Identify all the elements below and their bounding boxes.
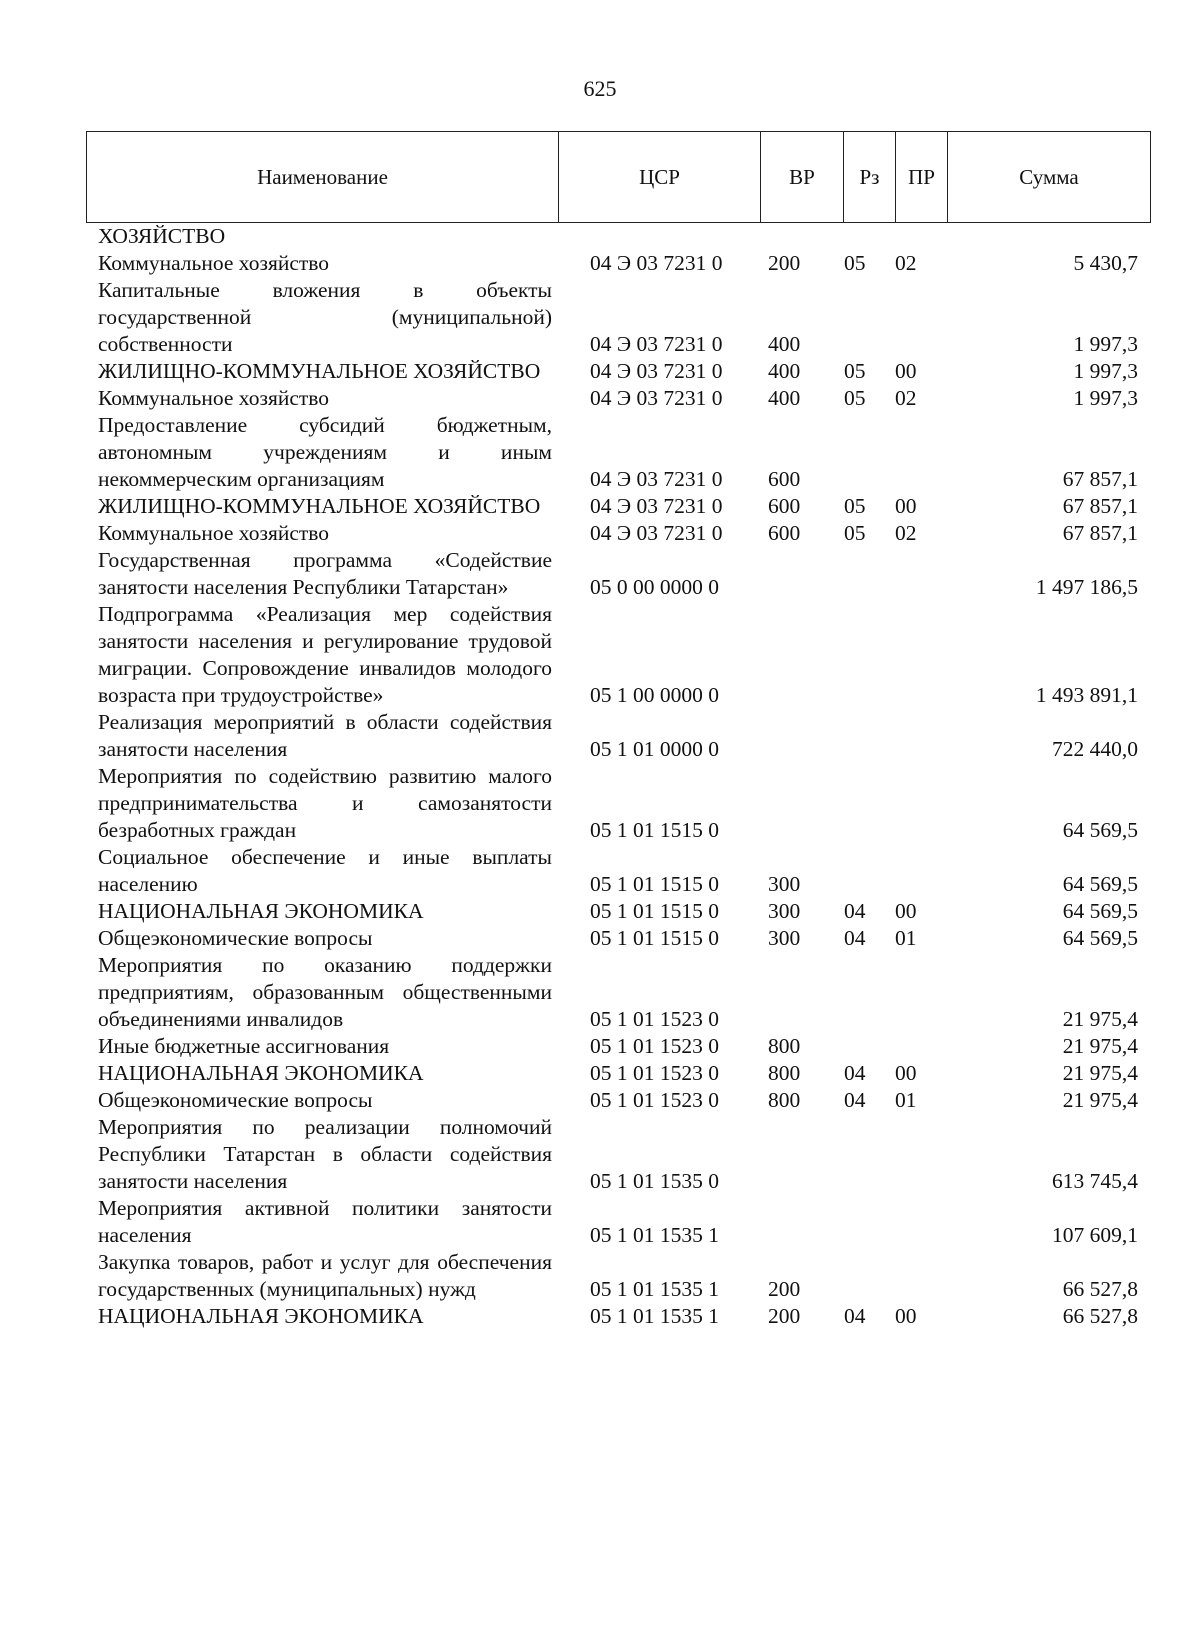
cell-name: НАЦИОНАЛЬНАЯ ЭКОНОМИКА [98, 1061, 424, 1085]
cell-name: Иные бюджетные ассигнования [98, 1034, 390, 1058]
cell-sum: 5 430,7 [1073, 251, 1138, 275]
cell-csr: 05 1 01 0000 0 [590, 737, 719, 761]
cell-csr: 05 1 01 1535 1 [590, 1304, 719, 1328]
cell-rz: 04 [844, 926, 866, 950]
table-row [98, 1195, 1138, 1249]
cell-vr: 300 [768, 926, 801, 950]
cell-rz: 04 [844, 1061, 866, 1085]
cell-sum: 67 857,1 [1062, 494, 1138, 518]
table-row [98, 412, 1138, 493]
cell-rz: 05 [844, 359, 866, 383]
cell-name: ЖИЛИЩНО-КОММУНАЛЬНОЕ ХОЗЯЙСТВО [98, 359, 541, 383]
table-row [98, 952, 1138, 1033]
cell-name: Реализация мероприятий в области содействия занятости населения [98, 710, 552, 761]
cell-csr: 05 0 00 0000 0 [590, 575, 719, 599]
cell-name: Общеэкономические вопросы [98, 926, 373, 950]
table-row [98, 898, 1138, 925]
cell-csr: 05 1 01 1535 1 [590, 1277, 719, 1301]
table-row [98, 1087, 1138, 1114]
cell-rz: 04 [844, 1088, 866, 1112]
cell-vr: 200 [768, 1277, 801, 1301]
cell-csr: 05 1 01 1523 0 [590, 1088, 719, 1112]
cell-sum: 21 975,4 [1062, 1061, 1138, 1085]
cell-csr: 04 Э 03 7231 0 [590, 386, 723, 410]
cell-csr: 05 1 01 1515 0 [590, 818, 719, 842]
cell-name: Мероприятия по оказанию поддержки предприятиям, образованным общественными объединениями инвалидов [98, 953, 552, 1031]
table-body [98, 223, 1138, 1330]
cell-sum: 66 527,8 [1062, 1277, 1138, 1301]
cell-name: Коммунальное хозяйство [98, 251, 330, 275]
cell-sum: 21 975,4 [1062, 1034, 1138, 1058]
cell-csr: 04 Э 03 7231 0 [590, 467, 723, 491]
cell-csr: 05 1 01 1523 0 [590, 1061, 719, 1085]
table-row [98, 493, 1138, 520]
cell-sum: 64 569,5 [1062, 899, 1138, 923]
cell-vr: 300 [768, 872, 801, 896]
table-row [98, 1114, 1138, 1195]
cell-csr: 04 Э 03 7231 0 [590, 332, 723, 356]
cell-csr: 05 1 01 1523 0 [590, 1034, 719, 1058]
cell-pr: 02 [895, 521, 917, 545]
cell-csr: 04 Э 03 7231 0 [590, 251, 723, 275]
cell-name: НАЦИОНАЛЬНАЯ ЭКОНОМИКА [98, 899, 424, 923]
table-row [98, 1249, 1138, 1303]
cell-csr: 05 1 01 1515 0 [590, 926, 719, 950]
cell-sum: 64 569,5 [1062, 818, 1138, 842]
cell-name: Государственная программа «Содействие занятости населения Республики Татарстан» [98, 548, 552, 599]
column-header-name: Наименование [87, 132, 559, 223]
cell-csr: 05 1 01 1515 0 [590, 899, 719, 923]
cell-vr: 800 [768, 1088, 801, 1112]
cell-sum: 722 440,0 [1052, 737, 1138, 761]
column-header-rz: Рз [844, 132, 896, 223]
cell-vr: 200 [768, 1304, 801, 1328]
table-row [98, 601, 1138, 709]
cell-name: Мероприятия активной политики занятости населения [98, 1196, 552, 1247]
cell-name: ХОЗЯЙСТВО [98, 224, 226, 248]
cell-pr: 02 [895, 386, 917, 410]
cell-sum: 1 497 186,5 [1035, 575, 1138, 599]
cell-name: Коммунальное хозяйство [98, 386, 330, 410]
cell-sum: 64 569,5 [1062, 926, 1138, 950]
cell-vr: 300 [768, 899, 801, 923]
cell-rz: 05 [844, 386, 866, 410]
cell-vr: 400 [768, 359, 801, 383]
cell-pr: 00 [895, 1304, 917, 1328]
table-row [98, 250, 1138, 277]
cell-csr: 05 1 01 1523 0 [590, 1007, 719, 1031]
cell-sum: 1 997,3 [1073, 332, 1138, 356]
cell-pr: 00 [895, 494, 917, 518]
cell-pr: 02 [895, 251, 917, 275]
cell-name: Социальное обеспечение и иные выплаты населению [98, 845, 552, 896]
cell-sum: 21 975,4 [1062, 1007, 1138, 1031]
cell-name: Общеэкономические вопросы [98, 1088, 373, 1112]
cell-vr: 400 [768, 386, 801, 410]
cell-name: Предоставление субсидий бюджетным, автономным учреждениям и иным некоммерческим организациям [98, 413, 552, 491]
cell-vr: 600 [768, 521, 801, 545]
cell-name: ЖИЛИЩНО-КОММУНАЛЬНОЕ ХОЗЯЙСТВО [98, 494, 541, 518]
cell-vr: 800 [768, 1034, 801, 1058]
table-row [98, 547, 1138, 601]
table-row [98, 1060, 1138, 1087]
cell-pr: 01 [895, 926, 917, 950]
cell-vr: 600 [768, 467, 801, 491]
cell-vr: 600 [768, 494, 801, 518]
cell-sum: 64 569,5 [1062, 872, 1138, 896]
cell-name: Капитальные вложения в объекты государственной (муниципальной) собственности [98, 278, 552, 356]
cell-csr: 04 Э 03 7231 0 [590, 359, 723, 383]
cell-pr: 00 [895, 359, 917, 383]
column-header-vr: ВР [761, 132, 844, 223]
table-row [98, 277, 1138, 358]
column-header-sum: Сумма [948, 132, 1151, 223]
column-header-pr: ПР [896, 132, 948, 223]
cell-sum: 67 857,1 [1062, 521, 1138, 545]
cell-sum: 1 997,3 [1073, 386, 1138, 410]
cell-sum: 67 857,1 [1062, 467, 1138, 491]
cell-vr: 800 [768, 1061, 801, 1085]
column-header-csr: ЦСР [559, 132, 761, 223]
cell-rz: 05 [844, 251, 866, 275]
cell-csr: 04 Э 03 7231 0 [590, 494, 723, 518]
cell-sum: 1 493 891,1 [1035, 683, 1138, 707]
cell-name: Закупка товаров, работ и услуг для обеспечения государственных (муниципальных) нужд [98, 1250, 552, 1301]
table-row [98, 385, 1138, 412]
cell-pr: 01 [895, 1088, 917, 1112]
cell-sum: 107 609,1 [1052, 1223, 1138, 1247]
cell-vr: 400 [768, 332, 801, 356]
cell-rz: 04 [844, 899, 866, 923]
table-row [98, 1303, 1138, 1330]
table-row [98, 709, 1138, 763]
cell-csr: 05 1 00 0000 0 [590, 683, 719, 707]
cell-csr: 05 1 01 1535 1 [590, 1223, 719, 1247]
cell-rz: 04 [844, 1304, 866, 1328]
cell-name: Мероприятия по содействию развитию малого предпринимательства и самозанятости безработных граждан [98, 764, 552, 842]
table-row [98, 1033, 1138, 1060]
cell-csr: 04 Э 03 7231 0 [590, 521, 723, 545]
table-header [86, 131, 1151, 223]
page-number: 625 [583, 76, 617, 101]
table-row [98, 925, 1138, 952]
cell-rz: 05 [844, 521, 866, 545]
table-row [98, 358, 1138, 385]
cell-vr: 200 [768, 251, 801, 275]
cell-sum: 66 527,8 [1062, 1304, 1138, 1328]
cell-csr: 05 1 01 1535 0 [590, 1169, 719, 1193]
cell-rz: 05 [844, 494, 866, 518]
cell-sum: 21 975,4 [1062, 1088, 1138, 1112]
cell-sum: 613 745,4 [1052, 1169, 1138, 1193]
table-row [98, 844, 1138, 898]
table-row [98, 763, 1138, 844]
table-row [98, 520, 1138, 547]
cell-pr: 00 [895, 899, 917, 923]
cell-name: НАЦИОНАЛЬНАЯ ЭКОНОМИКА [98, 1304, 424, 1328]
cell-sum: 1 997,3 [1073, 359, 1138, 383]
cell-name: Коммунальное хозяйство [98, 521, 330, 545]
cell-name: Подпрограмма «Реализация мер содействия занятости населения и регулирование трудовой миграции. Сопровождение инвалидов молодого возраста при трудоустройстве» [98, 602, 552, 707]
cell-csr: 05 1 01 1515 0 [590, 872, 719, 896]
cell-pr: 00 [895, 1061, 917, 1085]
cell-name: Мероприятия по реализации полномочий Республики Татарстан в области содействия занятости населения [98, 1115, 552, 1193]
table-row [98, 223, 1138, 250]
